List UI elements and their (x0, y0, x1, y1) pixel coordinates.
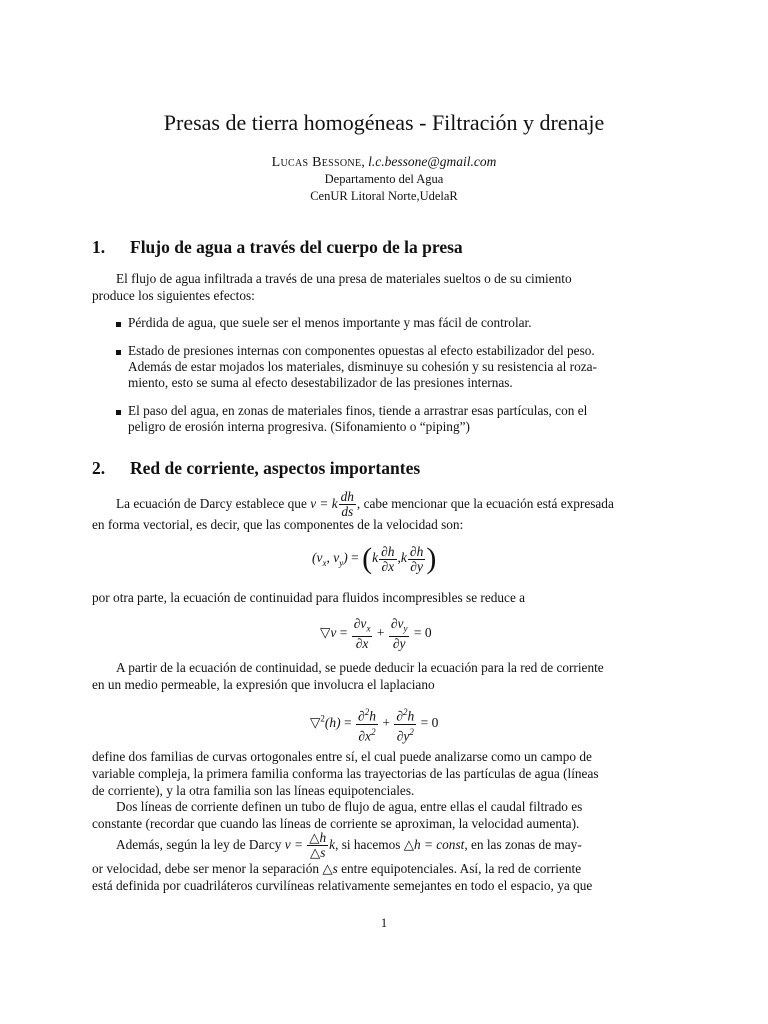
bullet-marker-icon (116, 350, 121, 355)
darcy-equation: v = k $\frac{dh}{ds}$ (310, 489, 354, 520)
section-1-title: Flujo de agua a través del cuerpo de la presa (130, 237, 463, 257)
section-2-heading (92, 458, 692, 480)
paragraph-darcy-law-line-3: está definida por cuadriláteros curvilíneas relativamente semejantes en todo el espacio, ya que (92, 878, 593, 893)
affiliation-institution: CenUR Litoral Norte,UdelaR (310, 189, 458, 203)
paragraph-laplace-line-1: A partir de la ecuación de continuidad, se puede deducir la ecuación para la red de corriente (116, 660, 604, 675)
paragraph-flow-tube-line-1: Dos líneas de corriente definen un tubo de flujo de agua, entre ellas el caudal filtrado es (116, 799, 583, 814)
bullet-2-line-1: Estado de presiones internas con componentes opuestas al efecto estabilizador del peso. (128, 343, 595, 358)
paragraph-darcy-line-1 (116, 489, 614, 519)
darcy-law-equation: v = $\frac{\triangle h}{\triangle s}$ k (284, 830, 336, 861)
author-name: Lucas Bessone (271, 155, 362, 170)
author-email[interactable]: l.c.bessone@gmail.com (368, 154, 497, 169)
paragraph-families-line-1: define dos familias de curvas ortogonales entre sí, el cual puede analizarse como un campo de (92, 749, 592, 764)
section-1-number: 1. (92, 237, 106, 257)
document-title: Presas de tierra homogéneas - Filtración y drenaje (163, 110, 605, 135)
bullet-marker-icon (116, 322, 121, 327)
paragraph-text: Además, según la ley de Darcy (116, 837, 282, 852)
velocity-components-equation: ($v_x$, $v_y) = (k$ $\frac{\partial h}{\partial x}$ ,k $\frac{\partial h}{\partial y}$ ) (312, 542, 437, 575)
bullet-2-line-2: Además de estar mojados los materiales, disminuye su cohesión y su resistencia al roza- (128, 359, 597, 374)
paragraph-continuity: por otra parte, la ecuación de continuidad para fluidos incompresibles se reduce a (92, 590, 526, 605)
paragraph-families-line-2: variable compleja, la primera familia conforma las trayectorias de las partículas de agua (líneas (92, 766, 599, 781)
bullet-3-line-1: El paso del agua, en zonas de materiales finos, tiende a arrastrar esas partículas, con el (128, 403, 588, 418)
bullet-3-line-2: peligro de erosión interna progresiva. (Sifonamiento o “piping”) (128, 419, 470, 434)
paragraph-text: or velocidad, debe ser menor la separación (92, 861, 320, 876)
paragraph-text: , si hacemos (335, 837, 401, 852)
section-2-title: Red de corriente, aspectos importantes (130, 458, 421, 478)
paragraph-laplace-line-2: en un medio permeable, la expresión que involucra el laplaciano (92, 677, 435, 692)
paragraph-text: La ecuación de Darcy establece que (116, 496, 307, 511)
delta-s-symbol: △s (322, 861, 338, 876)
paragraph-text: entre equipotenciales. Así, la red de corriente (341, 861, 582, 876)
paragraph-flow-tube-line-2: constante (recordar que cuando las líneas de corriente se aproximan, la velocidad aumenta). (92, 816, 580, 831)
laplace-equation: ▽$^2$(h) = $\frac{\partial^2h}{\partial x^2}$ + $\frac{\partial^2h}{\partial y^2}$ = 0 (310, 707, 439, 743)
continuity-equation: ▽v = $\frac{\partial v_x}{\partial x}$ + $\frac{\partial v_y}{\partial y}$ = 0 (320, 616, 432, 651)
paragraph-families-line-3: de corriente), y la otra familia son las líneas equipotenciales. (92, 783, 415, 798)
author-line: Lucas Bessone, l.c.bessone@gmail.com (271, 154, 497, 170)
section-1-intro-line-1: El flujo de agua infiltrada a través de una presa de materiales sueltos o de su cimiento (116, 271, 572, 286)
bullet-2-line-3: miento, esto se suma al efecto desestabilizador de las presiones internas. (128, 375, 513, 390)
affiliation-department: Departamento del Agua (324, 172, 444, 186)
bullet-1-line-1: Pérdida de agua, que suele ser el menos importante y mas fácil de controlar. (128, 315, 532, 330)
bullet-marker-icon (116, 410, 121, 415)
paragraph-text: , en las zonas de may- (464, 837, 582, 852)
constant-head-expression: △h = const (403, 837, 465, 852)
paragraph-darcy-law-line-2 (92, 861, 581, 877)
section-1-intro-line-2: produce los siguientes efectos: (92, 288, 255, 303)
paragraph-darcy-line-2: en forma vectorial, es decir, que las componentes de la velocidad son: (92, 517, 464, 532)
section-1-heading (92, 237, 692, 259)
section-2-number: 2. (92, 458, 106, 478)
paragraph-darcy-law-line-1 (116, 830, 582, 860)
paragraph-text: , cabe mencionar que la ecuación está expresada (356, 496, 614, 511)
page-number: 1 (380, 916, 388, 930)
